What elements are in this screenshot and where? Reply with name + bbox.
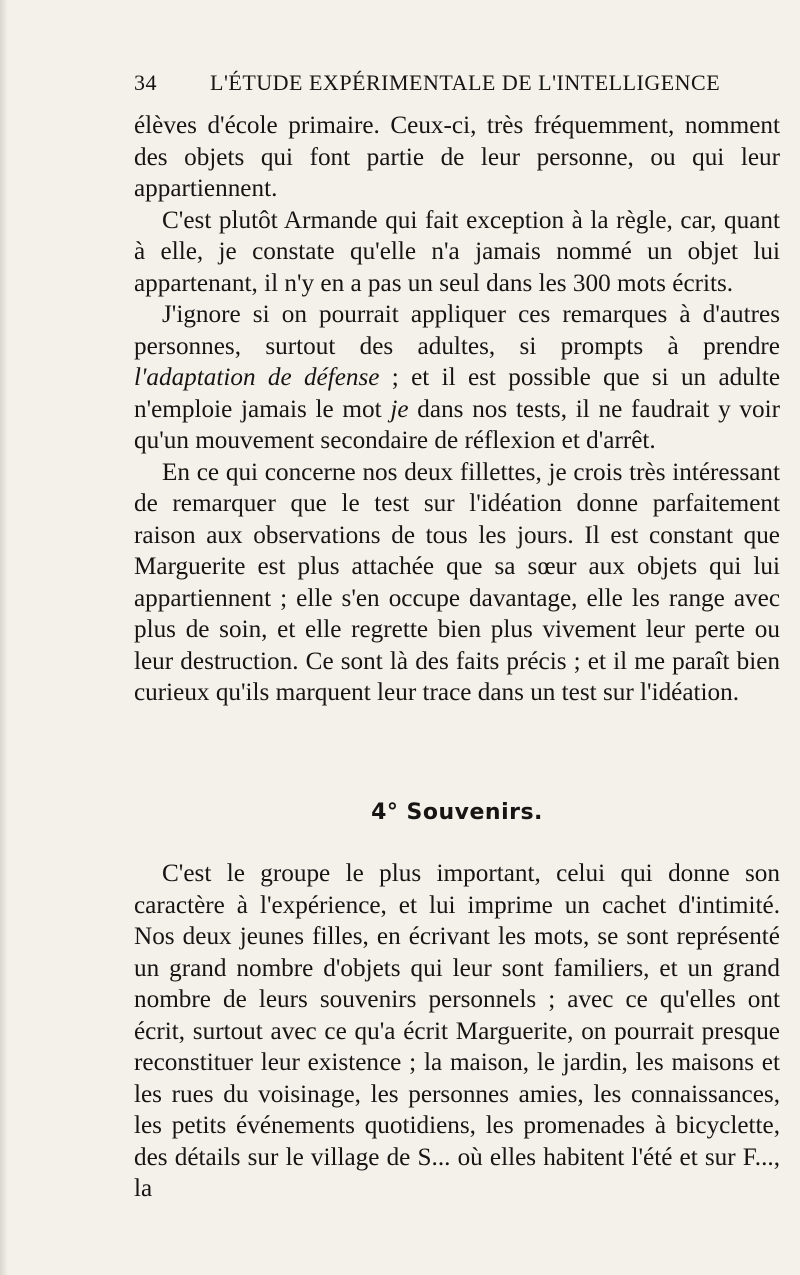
page-edge bbox=[0, 0, 8, 1275]
text-block-before-heading bbox=[134, 110, 780, 709]
paragraph bbox=[134, 299, 780, 457]
paragraph-text: ; et il est possible que si un adulte n'emploie jamais le mot bbox=[134, 364, 780, 423]
paragraph: élèves d'école primaire. Ceux-ci, très fréquemment, nomment des objets qui font partie de leur personne, ou qui leur appartiennent. bbox=[134, 112, 780, 202]
italic-word: je bbox=[390, 395, 409, 423]
paragraph: C'est plutôt Armande qui fait exception à la règle, car, quant à elle, je constate qu'elle n'a jamais nommé un objet lui appartenant, il n'y en a pas un seul dans les 300 mots écrits. bbox=[134, 206, 780, 297]
paragraph-text: J'ignore si on pourrait appliquer ces remarques à d'autres personnes, surtout des adultes, si prompts à prendre bbox=[134, 301, 780, 360]
paragraph: En ce qui concerne nos deux fillettes, je crois très intéressant de remarquer que le test sur l'idéation donne parfaitement raison aux observations de tous les jours. Il est constant que Marguerite est plus attachée que sa sœur aux objets qui lui appartiennent ; elle s'en occupe davantage, elle les range avec plus de soin, et elle regrette bien plus vivement leur perte ou leur destruction. Ce sont là des faits précis ; et il me paraît bien curieux qu'ils marquent leur trace dans un test sur l'idéation. bbox=[134, 458, 780, 706]
page-header bbox=[134, 66, 721, 98]
paragraph: C'est le groupe le plus important, celui qui donne son caractère à l'expérience, et lui imprime un cachet d'intimité. Nos deux jeunes filles, en écrivant les mots, se sont représenté un grand nombre d'objets qui leur sont familiers, et un grand nombre de leurs souvenirs personnels ; avec ce qu'elles ont écrit, surtout avec ce qu'a écrit Marguerite, on pourrait presque reconstituer leur existence ; la maison, le jardin, les maisons et les rues du voisinage, les personnes amies, les connaissances, les petits événements quotidiens, les promenades à bicyclette, des détails sur le village de S... où elles habitent l'été et sur F..., la bbox=[134, 860, 780, 1202]
running-title: L'ÉTUDE EXPÉRIMENTALE DE L'INTELLIGENCE bbox=[210, 70, 721, 95]
page-number: 34 bbox=[134, 70, 157, 95]
italic-phrase: l'adaptation de défense bbox=[134, 364, 380, 391]
section-heading: 4° Souvenirs. bbox=[371, 800, 543, 825]
text-block-after-heading bbox=[134, 858, 780, 1205]
paragraph-text: dans nos tests, il ne faudrait y voir qu'un mouvement secondaire de réflexion et d'arrêt. bbox=[134, 395, 780, 454]
